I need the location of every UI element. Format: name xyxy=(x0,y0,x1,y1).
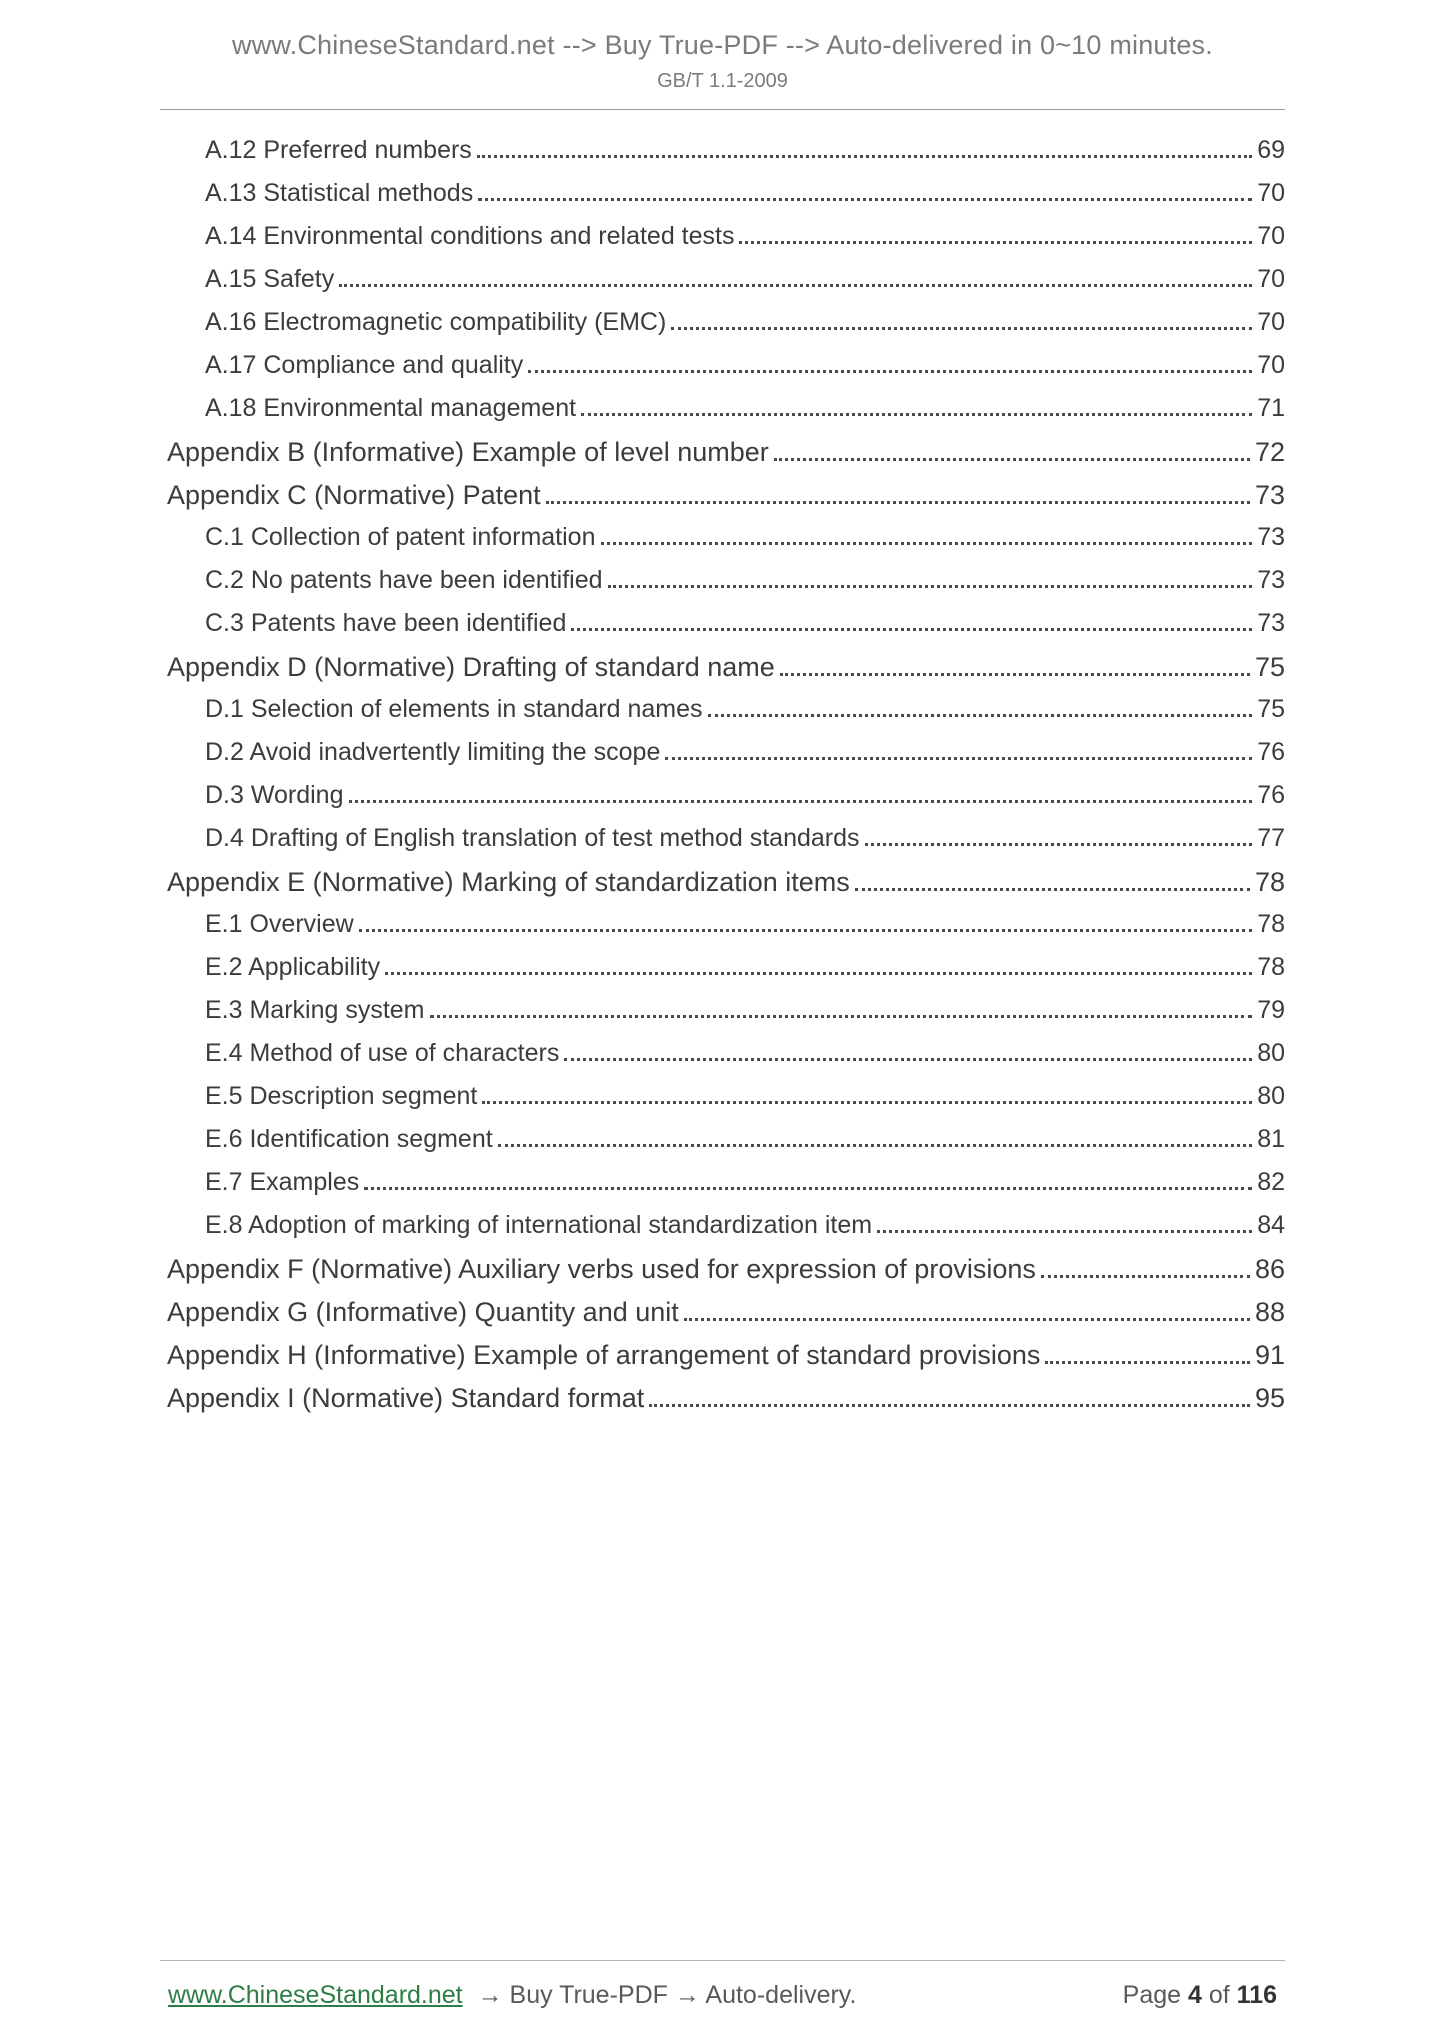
toc-dot-leader xyxy=(364,1187,1252,1190)
toc-dot-leader xyxy=(665,757,1252,760)
toc-entry-label: A.12 Preferred numbers xyxy=(205,136,472,164)
toc-entry-label: D.3 Wording xyxy=(205,781,344,809)
toc-entry-page: 80 xyxy=(1257,1039,1285,1067)
toc-entry xyxy=(160,437,1285,480)
footer-page-current: 4 xyxy=(1187,1981,1202,2009)
toc-dot-leader xyxy=(684,1318,1250,1321)
toc-entry-label: Appendix F (Normative) Auxiliary verbs used for expression of provisions xyxy=(167,1254,1036,1284)
toc-entry xyxy=(160,781,1285,824)
toc-entry-page: 91 xyxy=(1254,1340,1285,1370)
toc-dot-leader xyxy=(739,241,1252,244)
toc-entry-page: 84 xyxy=(1257,1211,1285,1239)
toc-dot-leader xyxy=(528,370,1252,373)
toc-dot-leader xyxy=(546,501,1250,504)
toc-entry xyxy=(160,996,1285,1039)
toc-entry-label: D.1 Selection of elements in standard names xyxy=(205,695,703,723)
toc-entry-label: E.3 Marking system xyxy=(205,996,425,1024)
toc-entry xyxy=(160,1125,1285,1168)
toc-entry xyxy=(160,265,1285,308)
toc-entry xyxy=(160,480,1285,523)
toc-entry xyxy=(160,566,1285,609)
footer-left xyxy=(168,1981,856,2010)
toc-entry-label: A.15 Safety xyxy=(205,265,335,293)
toc-dot-leader xyxy=(581,413,1252,416)
toc-entry-label: E.5 Description segment xyxy=(205,1082,478,1110)
toc-entry-page: 81 xyxy=(1257,1125,1285,1153)
toc-dot-leader xyxy=(774,458,1250,461)
toc-dot-leader xyxy=(865,843,1253,846)
toc-entry-page: 73 xyxy=(1257,609,1285,637)
toc-dot-leader xyxy=(385,972,1252,975)
toc-entry-label: Appendix G (Informative) Quantity and unit xyxy=(167,1297,679,1327)
toc-entry-page: 73 xyxy=(1254,480,1285,510)
footer-page-label: Page xyxy=(1122,1981,1182,2009)
toc-dot-leader xyxy=(608,585,1253,588)
toc-entry xyxy=(160,222,1285,265)
toc-entry-label: Appendix E (Normative) Marking of standardization items xyxy=(167,867,850,897)
toc-entry-page: 79 xyxy=(1257,996,1285,1024)
toc-entry xyxy=(160,1039,1285,1082)
toc-dot-leader xyxy=(1045,1361,1250,1364)
toc-entry-label: Appendix B (Informative) Example of level number xyxy=(167,437,769,467)
toc-entry xyxy=(160,824,1285,867)
toc-entry-page: 70 xyxy=(1257,265,1285,293)
toc-entry-label: Appendix D (Normative) Drafting of standard name xyxy=(167,652,775,682)
toc-entry-label: D.4 Drafting of English translation of test method standards xyxy=(205,824,860,852)
toc-dot-leader xyxy=(671,327,1252,330)
toc-dot-leader xyxy=(877,1230,1252,1233)
toc-entry-page: 76 xyxy=(1257,781,1285,809)
toc-entry-label: D.2 Avoid inadvertently limiting the scope xyxy=(205,738,661,766)
toc-dot-leader xyxy=(780,673,1250,676)
toc-entry-label: C.1 Collection of patent information xyxy=(205,523,596,551)
footer-page-total: 116 xyxy=(1236,1981,1277,2009)
footer-of-label: of xyxy=(1208,1981,1230,2009)
toc-entry-label: A.14 Environmental conditions and related tests xyxy=(205,222,735,250)
toc-entry-label: C.2 No patents have been identified xyxy=(205,566,603,594)
toc-entry xyxy=(160,738,1285,781)
toc-entry xyxy=(160,1082,1285,1125)
toc-dot-leader xyxy=(855,888,1250,891)
toc-entry-label: E.4 Method of use of characters xyxy=(205,1039,560,1067)
toc-entry xyxy=(160,867,1285,910)
toc-dot-leader xyxy=(359,929,1253,932)
toc-entry xyxy=(160,308,1285,351)
toc-entry xyxy=(160,523,1285,566)
toc-entry-label: E.6 Identification segment xyxy=(205,1125,493,1153)
toc-entry-label: E.1 Overview xyxy=(205,910,354,938)
toc-dot-leader xyxy=(708,714,1253,717)
toc-dot-leader xyxy=(339,284,1252,287)
toc-entry xyxy=(160,394,1285,437)
toc-entry-page: 78 xyxy=(1254,867,1285,897)
toc-entry xyxy=(160,1254,1285,1297)
toc-dot-leader xyxy=(482,1101,1252,1104)
toc-entry-label: E.7 Examples xyxy=(205,1168,360,1196)
toc-dot-leader xyxy=(477,155,1252,158)
toc-entry xyxy=(160,609,1285,652)
toc-entry-label: A.17 Compliance and quality xyxy=(205,351,524,379)
toc-entry xyxy=(160,652,1285,695)
toc-list xyxy=(0,110,1445,1426)
toc-dot-leader xyxy=(478,198,1252,201)
toc-entry-page: 72 xyxy=(1254,437,1285,467)
toc-dot-leader xyxy=(649,1404,1250,1407)
footer-row xyxy=(160,1981,1285,2010)
footer-site-link[interactable]: www.ChineseStandard.net xyxy=(168,1981,463,2009)
toc-entry xyxy=(160,910,1285,953)
toc-entry-label: Appendix I (Normative) Standard format xyxy=(167,1383,645,1413)
footer-page-indicator xyxy=(1123,1981,1277,2010)
toc-entry xyxy=(160,179,1285,222)
toc-entry-page: 70 xyxy=(1257,351,1285,379)
toc-entry-page: 73 xyxy=(1257,523,1285,551)
toc-entry xyxy=(160,1168,1285,1211)
toc-entry-label: A.18 Environmental management xyxy=(205,394,577,422)
footer-divider xyxy=(160,1960,1285,1961)
toc-entry-label: A.13 Statistical methods xyxy=(205,179,474,207)
toc-entry xyxy=(160,695,1285,738)
toc-dot-leader xyxy=(349,800,1253,803)
toc-entry-page: 75 xyxy=(1257,695,1285,723)
toc-entry-page: 70 xyxy=(1257,179,1285,207)
toc-entry-page: 75 xyxy=(1254,652,1285,682)
toc-entry-page: 71 xyxy=(1257,394,1285,422)
toc-entry-label: E.8 Adoption of marking of international standardization item xyxy=(205,1211,873,1239)
toc-dot-leader xyxy=(571,628,1252,631)
header-banner: www.ChineseStandard.net --> Buy True-PDF --> Auto-delivered in 0~10 minutes. xyxy=(232,30,1213,60)
toc-entry-page: 70 xyxy=(1257,308,1285,336)
toc-entry-page: 70 xyxy=(1257,222,1285,250)
toc-entry xyxy=(160,1340,1285,1383)
toc-entry xyxy=(160,1383,1285,1426)
toc-entry xyxy=(160,1297,1285,1340)
toc-dot-leader xyxy=(564,1058,1252,1061)
toc-dot-leader xyxy=(498,1144,1253,1147)
page-footer xyxy=(160,1960,1285,2010)
toc-entry xyxy=(160,351,1285,394)
toc-dot-leader xyxy=(601,542,1253,545)
toc-entry-label: Appendix C (Normative) Patent xyxy=(167,480,541,510)
toc-dot-leader xyxy=(1041,1275,1250,1278)
toc-entry-page: 80 xyxy=(1257,1082,1285,1110)
toc-entry-page: 78 xyxy=(1257,910,1285,938)
toc-entry-page: 86 xyxy=(1254,1254,1285,1284)
toc-entry-label: C.3 Patents have been identified xyxy=(205,609,567,637)
toc-entry xyxy=(160,1211,1285,1254)
toc-entry-page: 78 xyxy=(1257,953,1285,981)
toc-entry-page: 73 xyxy=(1257,566,1285,594)
toc-entry-page: 88 xyxy=(1254,1297,1285,1327)
toc-entry-page: 69 xyxy=(1257,136,1285,164)
toc-entry xyxy=(160,136,1285,179)
toc-entry-page: 82 xyxy=(1257,1168,1285,1196)
toc-entry-page: 95 xyxy=(1254,1383,1285,1413)
toc-dot-leader xyxy=(430,1015,1253,1018)
toc-entry xyxy=(160,953,1285,996)
toc-entry-page: 76 xyxy=(1257,738,1285,766)
toc-entry-label: E.2 Applicability xyxy=(205,953,381,981)
page-header xyxy=(0,0,1445,110)
toc-entry-label: A.16 Electromagnetic compatibility (EMC) xyxy=(205,308,667,336)
header-doc-id: GB/T 1.1-2009 xyxy=(657,70,788,92)
toc-entry-label: Appendix H (Informative) Example of arrangement of standard provisions xyxy=(167,1340,1041,1370)
footer-tagline: → Buy True-PDF → Auto-delivery. xyxy=(477,1981,857,2009)
toc-entry-page: 77 xyxy=(1257,824,1285,852)
